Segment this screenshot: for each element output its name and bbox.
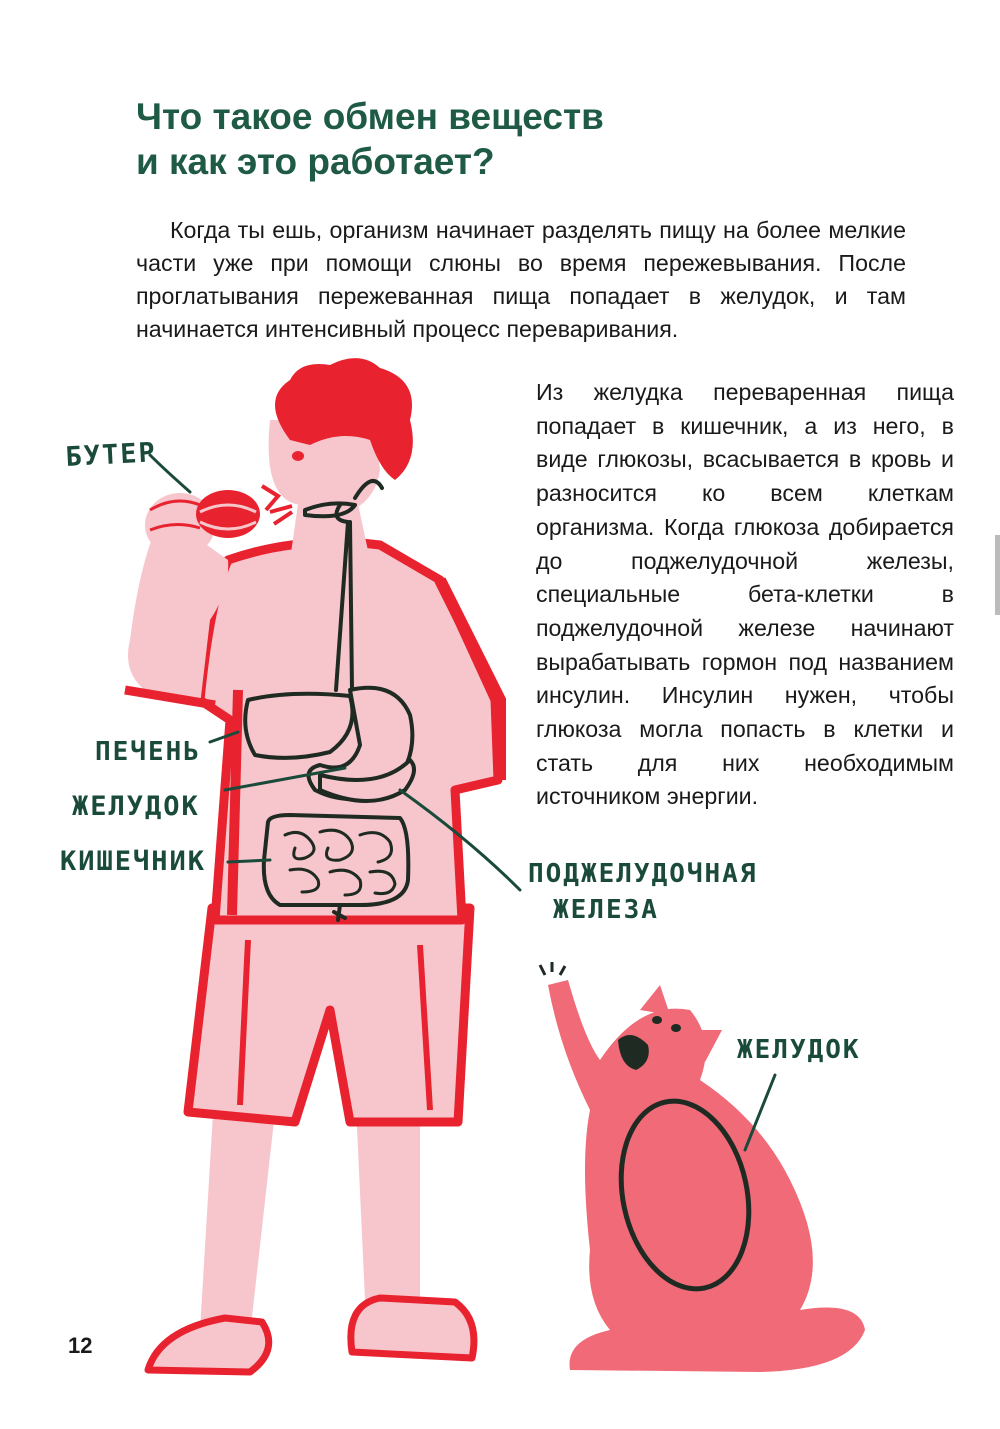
label-pancreas-line1: ПОДЖЕЛУДОЧНАЯ (528, 859, 758, 889)
label-cat-stomach: ЖЕЛУДОК (737, 1035, 861, 1065)
eye (292, 451, 304, 461)
label-stomach: ЖЕЛУДОК (72, 791, 200, 822)
cat-eye-right (671, 1024, 681, 1032)
cat-claws (540, 962, 565, 975)
sandwich (196, 490, 260, 538)
liver (245, 694, 352, 758)
title-line-1: Что такое обмен веществ (136, 96, 604, 137)
page-edge-mark (995, 535, 1000, 615)
label-pancreas-line2: ЖЕЛЕЗА (553, 895, 659, 925)
page-number: 12 (68, 1333, 93, 1358)
intro-paragraph: Когда ты ешь, организм начинает разделять пищу на более мелкие части уже при помощи слюны во время пережевывания. После проглатывания пережеванная пища попадает в желудок, и там начинается интенсивный процесс переваривания. (136, 217, 906, 342)
cat-figure (540, 962, 865, 1372)
label-sandwich: БУТЕР (64, 437, 158, 473)
label-liver: ПЕЧЕНЬ (95, 737, 201, 767)
page-title (136, 94, 836, 184)
side-paragraph: Из желудка переваренная пища попадает в кишечник, а из него, в виде глюкозы, всасывается в кровь и разносится ко всем клеткам организма. Когда глюкоза добирается до поджелудочной железы, специальные бета-клетки в поджелудочной железе начинают вырабатывать гормон под названием инсулин. Инсулин нужен, чтобы глюкоза могла попасть в клетки и стать для них необходимым источником энергии. (536, 379, 954, 810)
cat-eye-left (652, 1016, 662, 1024)
right-slipper (351, 1298, 474, 1358)
cat-ear-left (640, 985, 670, 1015)
title-line-2: и как это работает? (136, 141, 495, 182)
label-intestine: КИШЕЧНИК (60, 846, 207, 877)
left-slipper (148, 1318, 269, 1372)
